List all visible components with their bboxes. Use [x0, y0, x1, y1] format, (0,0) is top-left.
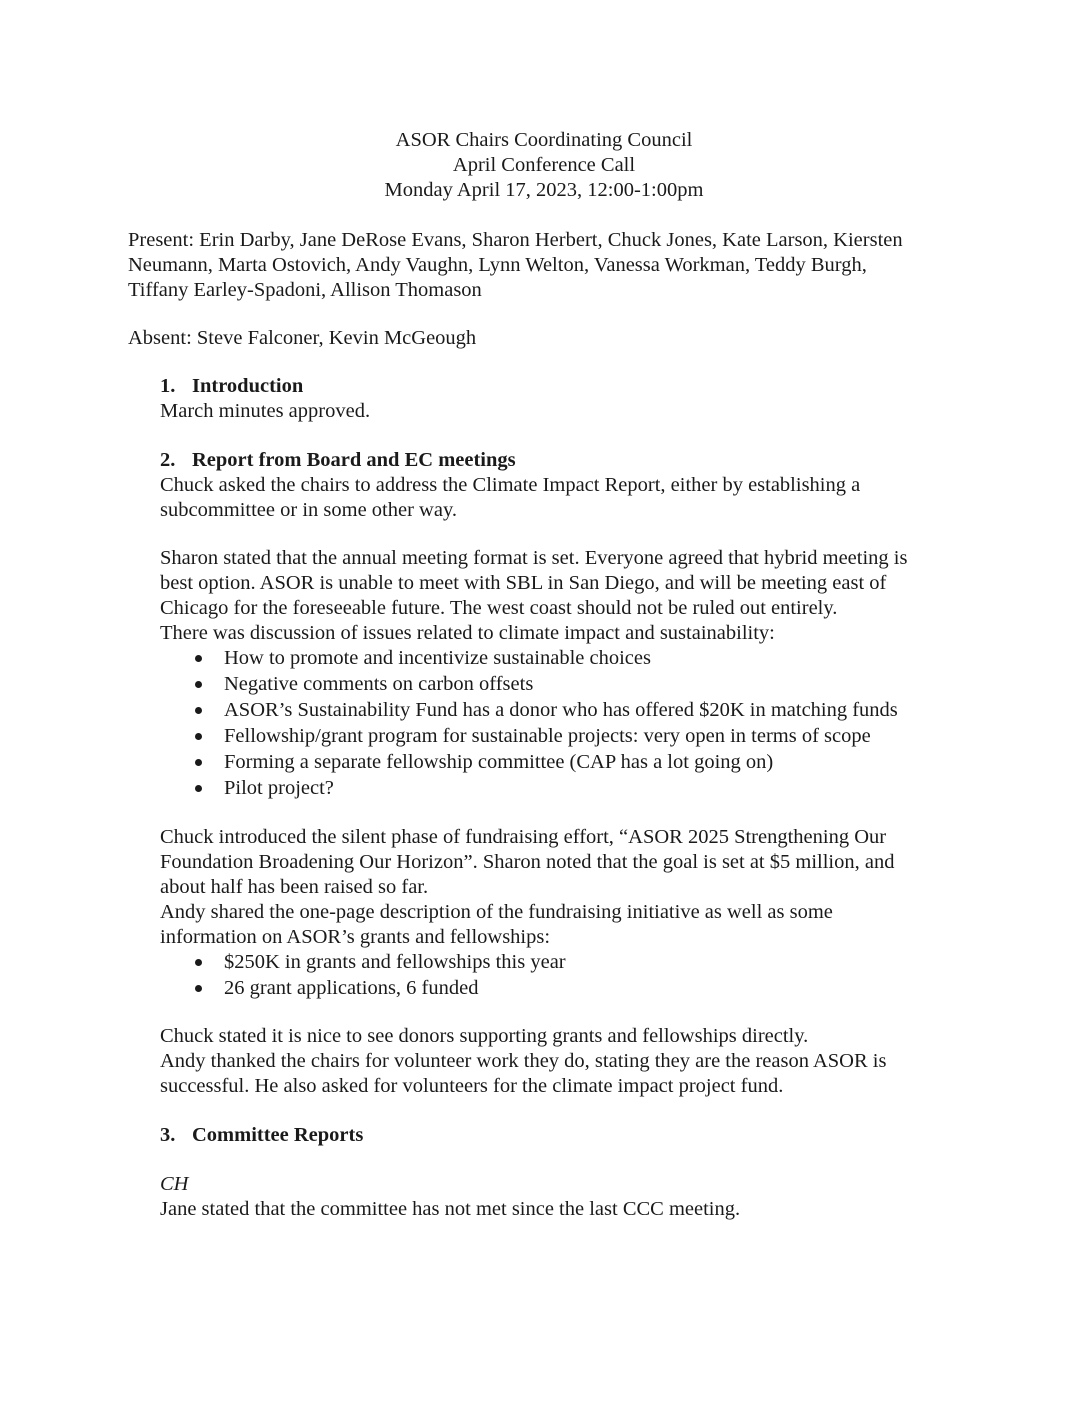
section-1-number: 1.: [160, 375, 176, 397]
bullet-icon: [195, 759, 202, 766]
list-item-text: $250K in grants and fellowships this year: [224, 951, 566, 973]
section-2-paragraph-1: [160, 473, 960, 523]
bullet-icon: [195, 655, 202, 662]
section-2-paragraph-4: [160, 1024, 960, 1099]
paragraph-line: Andy thanked the chairs for volunteer work they do, stating they are the reason ASOR is: [160, 1050, 887, 1072]
paragraph-line: information on ASOR’s grants and fellowships:: [160, 926, 551, 948]
bullet-icon: [195, 785, 202, 792]
section-2-heading: [160, 448, 516, 473]
section-1-line: March minutes approved.: [160, 400, 371, 422]
list-item-text: Pilot project?: [224, 777, 334, 799]
paragraph-line: Foundation Broadening Our Horizon”. Sharon noted that the goal is set at $5 million, and: [160, 851, 895, 873]
list-item: [192, 749, 898, 775]
present-line-2: Neumann, Marta Ostovich, Andy Vaughn, Lynn Welton, Vanessa Workman, Teddy Burgh,: [128, 254, 867, 276]
present-label: Present: [128, 229, 189, 251]
absent-names: : Steve Falconer, Kevin McGeough: [186, 327, 477, 349]
list-item-text: Fellowship/grant program for sustainable projects: very open in terms of scope: [224, 725, 871, 747]
bullet-icon: [195, 959, 202, 966]
section-3-title: Committee Reports: [192, 1124, 364, 1146]
paragraph-line: Chicago for the foreseeable future. The west coast should not be ruled out entirely.: [160, 597, 838, 619]
list-item-text: Negative comments on carbon offsets: [224, 673, 534, 695]
section-1-text: [160, 399, 960, 424]
paragraph-line: subcommittee or in some other way.: [160, 499, 457, 521]
bullet-icon: [195, 985, 202, 992]
list-item-text: How to promote and incentivize sustainable choices: [224, 647, 651, 669]
present-line-1: : Erin Darby, Jane DeRose Evans, Sharon Herbert, Chuck Jones, Kate Larson, Kiersten: [188, 229, 903, 251]
list-item: [192, 975, 566, 1001]
list-item: [192, 949, 566, 975]
absent-label: Absent: [128, 327, 187, 349]
section-2-paragraph-3: [160, 825, 960, 950]
sustainability-bullet-list: [192, 645, 898, 801]
paragraph-line: about half has been raised so far.: [160, 876, 429, 898]
section-3-heading: [160, 1123, 363, 1148]
paragraph-line: Chuck introduced the silent phase of fundraising effort, “ASOR 2025 Strengthening Our: [160, 826, 887, 848]
list-item: [192, 723, 898, 749]
bullet-icon: [195, 733, 202, 740]
header-subtitle: April Conference Call: [452, 154, 636, 176]
paragraph-line: Chuck stated it is nice to see donors supporting grants and fellowships directly.: [160, 1025, 809, 1047]
list-item-text: 26 grant applications, 6 funded: [224, 977, 479, 999]
section-3-number: 3.: [160, 1124, 176, 1146]
present-list: [128, 228, 958, 303]
list-item-text: ASOR’s Sustainability Fund has a donor who has offered $20K in matching funds: [224, 699, 898, 721]
header-date: Monday April 17, 2023, 12:00-1:00pm: [384, 179, 704, 201]
section-1-heading: [160, 374, 303, 399]
bullet-icon: [195, 681, 202, 688]
section-2-title: Report from Board and EC meetings: [192, 449, 516, 471]
paragraph-line: There was discussion of issues related to climate impact and sustainability:: [160, 622, 775, 644]
list-item: [192, 671, 898, 697]
paragraph-line: Sharon stated that the annual meeting format is set. Everyone agreed that hybrid meeting is: [160, 547, 908, 569]
list-item-text: Forming a separate fellowship committee (CAP has a lot going on): [224, 751, 774, 773]
committee-subheading: CH: [160, 1173, 189, 1195]
paragraph-line: successful. He also asked for volunteers for the climate impact project fund.: [160, 1075, 784, 1097]
paragraph-line: best option. ASOR is unable to meet with SBL in San Diego, and will be meeting east of: [160, 572, 887, 594]
list-item: [192, 645, 898, 671]
committee-report-text: Jane stated that the committee has not met since the last CCC meeting.: [160, 1198, 741, 1220]
grants-bullet-list: [192, 949, 566, 1001]
present-line-3: Tiffany Earley-Spadoni, Allison Thomason: [128, 279, 482, 301]
document-header: [0, 128, 1088, 203]
section-2-paragraph-2: [160, 546, 960, 646]
section-1-title: Introduction: [192, 375, 304, 397]
paragraph-line: Chuck asked the chairs to address the Climate Impact Report, either by establishing a: [160, 474, 861, 496]
absent-list: [128, 326, 958, 351]
list-item: [192, 775, 898, 801]
header-title: ASOR Chairs Coordinating Council: [395, 129, 693, 151]
paragraph-line: Andy shared the one-page description of the fundraising initiative as well as some: [160, 901, 833, 923]
section-2-number: 2.: [160, 449, 176, 471]
bullet-icon: [195, 707, 202, 714]
list-item: [192, 697, 898, 723]
section-3-body: [160, 1172, 960, 1222]
